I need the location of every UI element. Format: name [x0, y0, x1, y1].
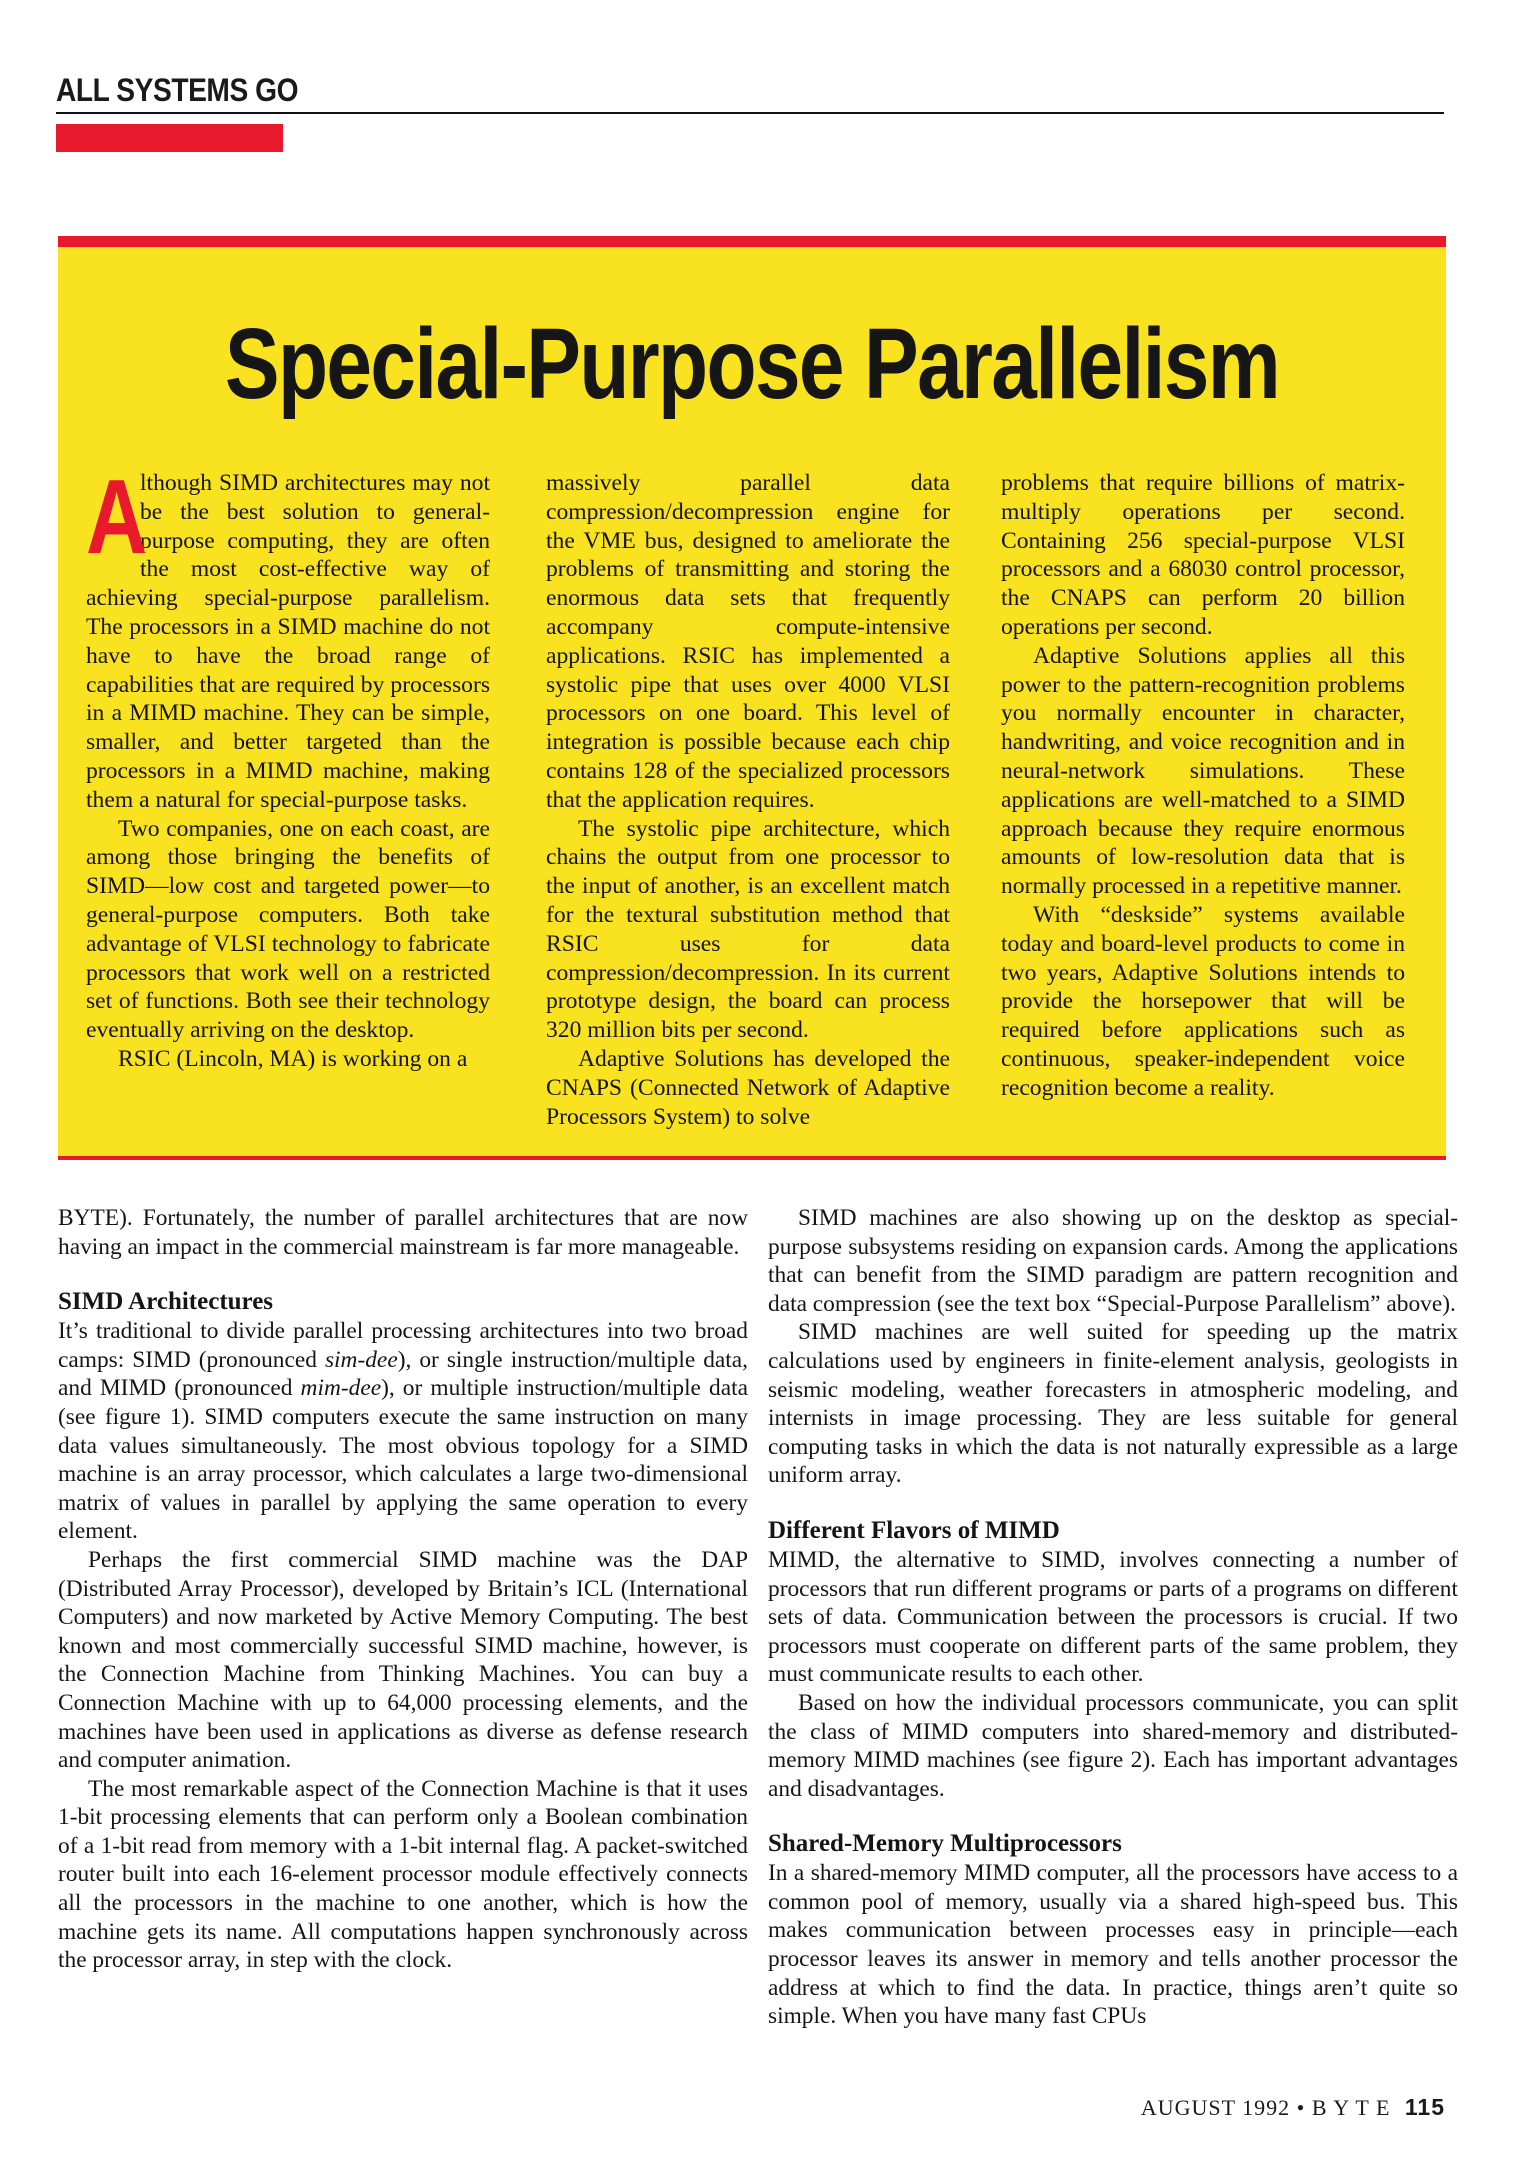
sidebar-paragraph: Adaptive Solutions has developed the CNAPS (Connected Network of Adaptive Processors System) to solve — [546, 1045, 950, 1130]
section-heading-mimd: Different Flavors of MIMD — [768, 1516, 1060, 1544]
body-paragraph: Based on how the individual processors communicate, you can split the class of MIMD computers into shared-memory and distributed-memory MIMD machines (see figure 2). Each has important advantages and disadvantages. — [768, 1689, 1458, 1802]
sidebar-column-1 — [86, 458, 490, 1074]
body-column-left — [58, 1204, 748, 1975]
sidebar-title: Special-Purpose Parallelism — [224, 308, 1280, 420]
body-paragraph: SIMD machines are also showing up on the desktop as special-purpose subsystems residing on expansion cards. Among the applications that can benefit from the SIMD paradigm are pattern recognition and data compression (see the text box “Special-Purpose Parallelism” above). — [768, 1205, 1458, 1317]
sidebar-column-2 — [546, 469, 950, 1131]
sidebar-paragraph: Two companies, one on each coast, are among those bringing the benefits of SIMD—low cost and targeted power—to general-purpose computers. Both take advantage of VLSI technology to fabricate processors that work well on a restricted set of functions. Both see their technology eventually arriving on the desktop. — [86, 815, 490, 1044]
sidebar-paragraph: RSIC (Lincoln, MA) is working on a — [118, 1045, 468, 1072]
body-paragraph: MIMD, the alternative to SIMD, involves connecting a number of processors that run different programs or parts of a programs on different sets of data. Communication between the processors is crucial. If two processors must cooperate on different parts of the same problem, they must communicate results to each other. — [768, 1546, 1458, 1688]
body-paragraph: BYTE). Fortunately, the number of parallel architectures that are now having an impact in the commercial mainstream is far more manageable. — [58, 1205, 748, 1260]
body-paragraph: SIMD machines are well suited for speeding up the matrix calculations used by engineers in finite-element analysis, geologists in seismic modeling, weather forecasters in atmospheric modeling, and internists in image processing. They are less suitable for general computing tasks in which the data is not naturally expressible as a large uniform array. — [768, 1319, 1458, 1489]
sidebar-paragraph: With “deskside” systems available today and board-level products to come in two years, Adaptive Solutions intends to provide the horsepower that will be required before applications such as continuous, speaker-independent voice recognition become a reality. — [1001, 901, 1405, 1101]
section-label: ALL SYSTEMS GO — [56, 72, 299, 108]
page-footer — [1141, 2094, 1445, 2121]
sidebar-paragraph: A lthough SIMD architectures may not be the best solution to general-purpose computing, they are often the most cost-effective way of achieving special-purpose parallelism. The processors in a SIMD machine do not have to have the broad range of capabilities that are required by processors in a MIMD machine. They can be simple, smaller, and better targeted than the processors in a MIMD machine, making them a natural for special-purpose tasks. — [86, 458, 490, 813]
sidebar-paragraph: problems that require billions of matrix-multiply operations per second. Containing 256 special-purpose VLSI processors and a 68030 control processor, the CNAPS can perform 20 billion operations per second. — [1001, 470, 1405, 640]
section-accent-bar — [56, 124, 283, 152]
body-column-right — [768, 1204, 1458, 2031]
sidebar-column-3 — [1001, 469, 1405, 1103]
footer-date-magazine: AUGUST 1992 • B Y T E — [1140, 2095, 1391, 2120]
section-heading-simd: SIMD Architectures — [58, 1288, 274, 1316]
section-heading-shared-memory: Shared-Memory Multiprocessors — [768, 1830, 1122, 1858]
sidebar-box — [58, 236, 1446, 1160]
body-paragraph: It’s traditional to divide parallel processing architectures into two broad camps: SIMD (pronounced sim-dee), or single instruction/multiple data, and MIMD (pronounced mim-dee), or multiple instruction/multiple data (see figure 1). SIMD computers execute the same instruction on many data values simultaneously. The most obvious topology for a SIMD machine is an array processor, which calculates a large two-dimensional matrix of values in parallel by applying the same operation to every element. — [58, 1318, 749, 1545]
body-paragraph: The most remarkable aspect of the Connection Machine is that it uses 1-bit processing elements that can perform only a Boolean combination of a 1-bit read from memory with a 1-bit internal flag. A packet-switched router built into each 16-element processor module effectively connects all the processors in the machine to one another, which is how the machine gets its name. All computations happen synchronously across the processor array, in step with the clock. — [58, 1775, 748, 1974]
header-rule — [56, 112, 1444, 114]
page-number: 115 — [1404, 2094, 1445, 2120]
drop-cap: A — [86, 458, 148, 576]
sidebar-paragraph: Adaptive Solutions applies all this power to the pattern-recognition problems you normally encounter in character, handwriting, and voice recognition and in neural-network simulations. These applications are well-matched to a SIMD approach because they require enormous amounts of low-resolution data that is normally processed in a repetitive manner. — [1001, 642, 1405, 900]
body-paragraph: In a shared-memory MIMD computer, all the processors have access to a common pool of memory, usually via a shared high-speed bus. This makes communication between processes easy in principle—each processor leaves its answer in memory and tells another processor the address at which to find the data. In practice, things aren’t quite so simple. When you have many fast CPUs — [768, 1860, 1458, 2030]
sidebar-paragraph: The systolic pipe architecture, which chains the output from one processor to the input of another, is an excellent match for the textural substitution method that RSIC uses for data compression/decompression. In its current prototype design, the board can process 320 million bits per second. — [546, 815, 950, 1044]
sidebar-paragraph: massively parallel data compression/decompression engine for the VME bus, designed to ameliorate the problems of transmitting and storing the enormous data sets that frequently accompany compute-intensive applications. RSIC has implemented a systolic pipe that uses over 4000 VLSI processors on one board. This level of integration is possible because each chip contains 128 of the specialized processors that the application requires. — [546, 470, 950, 813]
body-paragraph: Perhaps the first commercial SIMD machine was the DAP (Distributed Array Processor), developed by Britain’s ICL (International Computers) and now marketed by Active Memory Computing. The best known and most commercially successful SIMD machine, however, is the Connection Machine from Thinking Machines. You can buy a Connection Machine with up to 64,000 processing elements, and the machines have been used in applications as diverse as defense research and computer animation. — [58, 1546, 748, 1774]
